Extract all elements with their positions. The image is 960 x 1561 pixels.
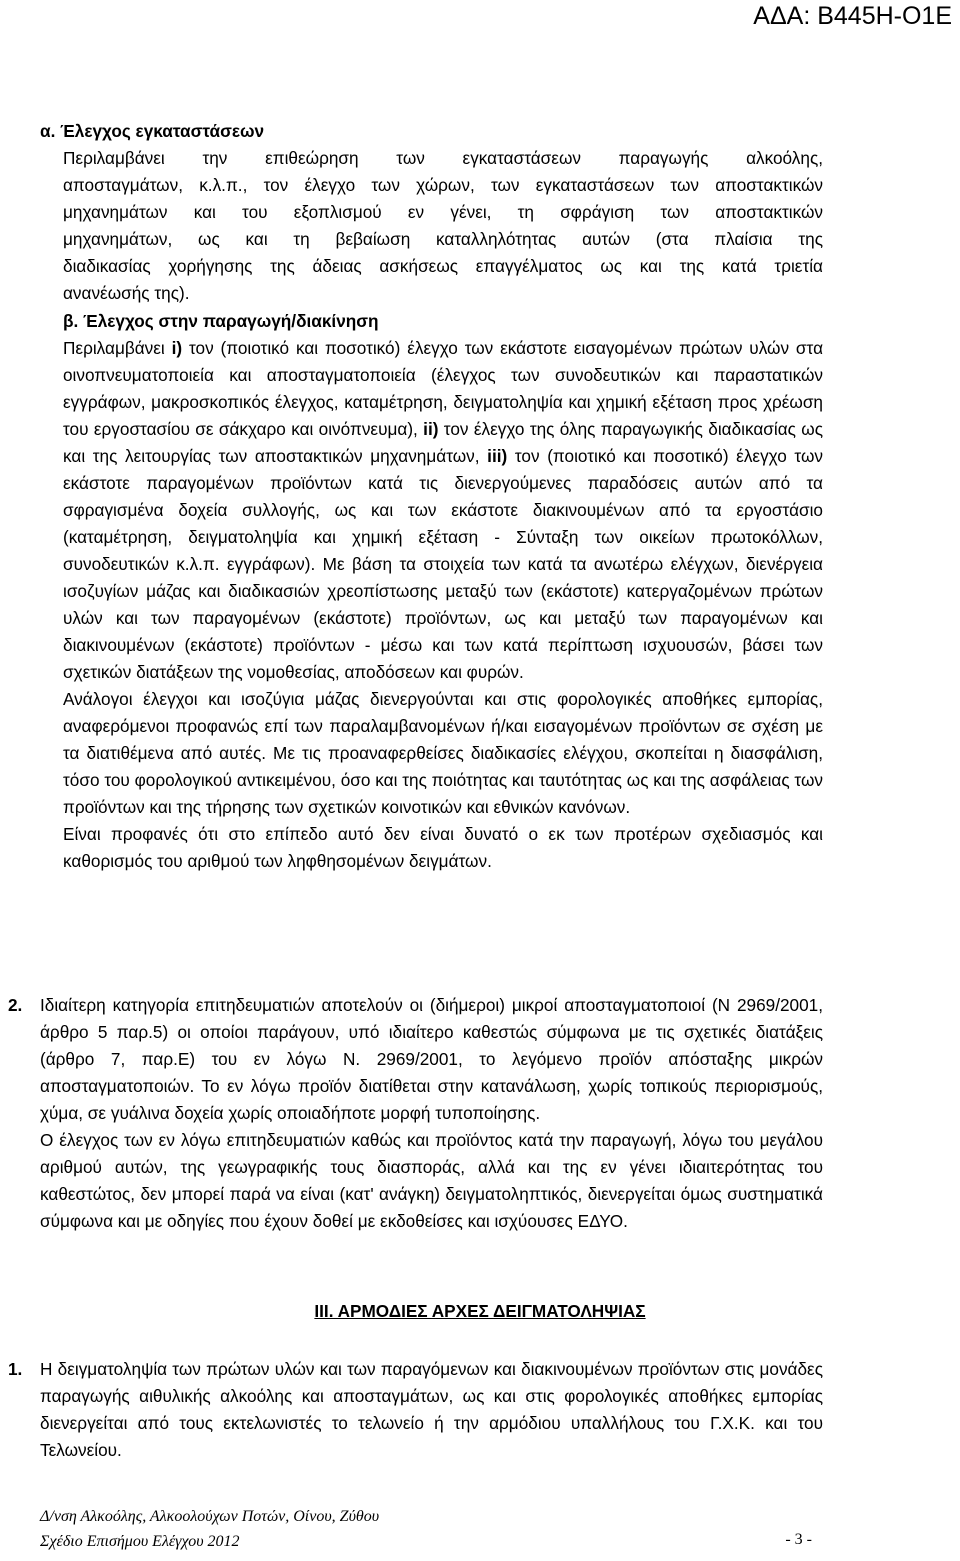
section-a-line: διαδικασίας χορήγησης της άδειας ασκήσεως επαγγέλματος ως και της κατά τριετία (63, 256, 823, 276)
ada-code: ΑΔΑ: Β445Η-Ο1Ε (753, 2, 952, 30)
item-1-number: 1. (8, 1359, 23, 1379)
section-a-line: ανανέωσής της). (63, 283, 190, 303)
section-b-heading: β. Έλεγχος στην παραγωγή/διακίνηση (63, 311, 379, 331)
marker-iii: iii) (487, 446, 508, 466)
footer-plan-title: Σχέδιο Επισήμου Ελέγχου 2012 (40, 1533, 240, 1550)
section-a-line: Περιλαμβάνει την επιθεώρηση των εγκαταστάσεων παραγωγής αλκοόλης, (63, 148, 823, 168)
section-a-line: μηχανημάτων και του εξοπλισμού εν γένει, τη σφράγιση των αποστακτικών (63, 202, 823, 222)
section-iii-heading: ΙΙΙ. ΑΡΜΟΔΙΕΣ ΑΡΧΕΣ ΔΕΙΓΜΑΤΟΛΗΨΙΑΣ (314, 1301, 646, 1321)
item-2-body (40, 992, 823, 1235)
marker-ii: ii) (423, 419, 439, 439)
section-b-paragraph-3: Είναι προφανές ότι στο επίπεδο αυτό δεν είναι δυνατό ο εκ των προτέρων σχεδιασμός και καθορισμός του αριθμού των ληφθησομένων δειγμάτων. (63, 824, 823, 871)
section-b-paragraph-1: Περιλαμβάνει i) τον (ποιοτικό και ποσοτικό) έλεγχο των εκάστοτε εισαγομένων πρώτων υλών στα οινοπνευματοποιεία και αποσταγματοποιεία (έλεγχος των συνοδευτικών και παραστατικών εγγράφων, μακροσκοπικός έλεγχος, καταμέτρηση, δειγματοληψία και χημική εξέταση προς χρέωση του εργοστασίου σε σάκχαρο και οινόπνευμα), ii) τον έλεγχο της όλης παραγωγικής διαδικασίας ως και της λειτουργίας των αποστακτικών μηχανημάτων, iii) τον (ποιοτικό και ποσοτικό) έλεγχο των εκάστοτε παραγομένων προϊόντων κατά τις διενεργούμενες παραδόσεις αυτών από τα σφραγισμένα δοχεία συλλογής, ως και των εκάστοτε διακινουμένων από τα εργοστάσιο (καταμέτρηση, δειγματοληψία και χημική εξέταση - Σύνταξη των οικείων πρωτοκόλλων, συνοδευτικών κ.λ.π. εγγράφων). Με βάση τα στοιχεία των κατά τα ανωτέρω ελέγχων, διενέργεια ισοζυγίων μάζας και διαδικασιών χρεοπίστωσης μεταξύ των (εκάστοτε) κατεργαζομένων πρώτων υλών και των παραγομένων (εκάστοτε) προϊόντων, ως και μεταξύ των παραγομένων και διακινουμένων (εκάστοτε) προϊόντων - μέσω και των κατά περίπτωση ισχυουσών, βάσει των σχετικών διατάξεων της νομοθεσίας, αποδόσεων και φυρών. (63, 338, 824, 682)
item-2-number: 2. (8, 995, 23, 1015)
marker-i: i) (171, 338, 183, 358)
section-a-heading: α. Έλεγχος εγκαταστάσεων (40, 121, 265, 141)
item-2-paragraph-2: Ο έλεγχος των εν λόγω επιτηδευματιών καθώς και προϊόντος κατά την παραγωγή, λόγω του μεγάλου αριθμού αυτών, της γεωγραφικής τους διασποράς, αλλά και της εν γένει ιδιαιτερότητας του καθεστώτος, δεν μπορεί παρά να είναι (κατ' ανάγκη) δειγματοληπτικός, διενεργείται όμως συστηματικά σύμφωνα και με οδηγίες που έχουν δοθεί με εκδοθείσες και ισχύουσες ΕΔΥΟ. (40, 1130, 823, 1231)
section-b-body (63, 335, 823, 875)
item-1-body (40, 1356, 823, 1464)
page-number: - 3 - (785, 1531, 812, 1548)
section-a-body (63, 145, 823, 172)
item-1-paragraph: Η δειγματοληψία των πρώτων υλών και των παραγόμενων και διακινουμένων προϊόντων στις μονάδες παραγωγής αιθυλικής αλκοόλης και αποσταγμάτων, ως και στις φορολογικές αποθήκες εμπορίας διενεργείται από τους εκτελωνιστές το τελωνείο ή την αρμόδιου υπαλλήλους του Γ.Χ.Κ. και του Τελωνείου. (40, 1359, 823, 1460)
item-2-paragraph-1: Ιδιαίτερη κατηγορία επιτηδευματιών αποτελούν οι (διήμεροι) μικροί αποσταγματοποιοί (Ν 2969/2001, άρθρο 5 παρ.5) οι οποίοι παράγουν, υπό ιδιαίτερο καθεστώς σύμφωνα με τις σχετικές διατάξεις (άρθρο 7, παρ.Ε) του εν λόγω Ν. 2969/2001, το λεγόμενο προϊόν απόσταξης μικρών αποσταγματοποιών. Το εν λόγω προϊόν διατίθεται στην κατανάλωση, χωρίς τοπικούς περιορισμούς, χύμα, σε γυάλινα δοχεία χωρίς οποιαδήποτε μορφή τυποποίησης. (40, 995, 823, 1123)
footer-department: Δ/νση Αλκοόλης, Αλκοολούχων Ποτών, Οίνου, Ζύθου (40, 1508, 380, 1525)
section-b-paragraph-2: Ανάλογοι έλεγχοι και ισοζύγια μάζας διενεργούνται και στις φορολογικές αποθήκες εμπορίας, αναφερόμενοι προφανώς επί των παραλαμβανομένων ή/και εισαγομένων προϊόντων σε σχέση με τα διατιθέμενα από αυτές. Με τις προαναφερθείσες διαδικασίες ελέγχου, σκοπείται η διασφάλιση, τόσο του φορολογικού αντικειμένου, όσο και της ποιότητας και ταυτότητας ως και της ασφάλειας των προϊόντων και της τήρησης των σχετικών κοινοτικών και εθνικών κανόνων. (63, 689, 823, 817)
section-a-body-2 (63, 172, 823, 307)
section-a-line: αποσταγμάτων, κ.λ.π., τον έλεγχο των χώρων, των εγκαταστάσεων των αποστακτικών (63, 175, 823, 195)
section-a-line: μηχανημάτων, ως και τη βεβαίωση καταλληλότητας αυτών (στα πλαίσια της (63, 229, 823, 249)
